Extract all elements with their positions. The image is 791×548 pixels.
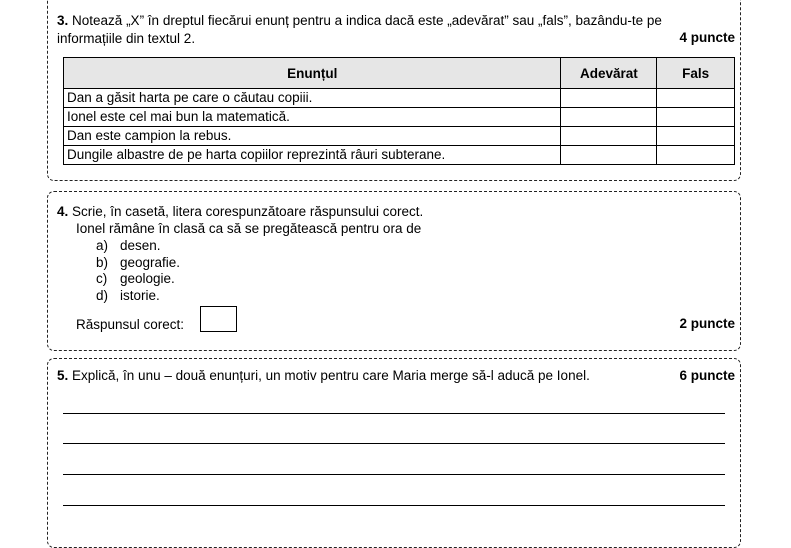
question-4-box <box>47 191 741 351</box>
fals-answer-cell[interactable] <box>657 108 735 127</box>
option-text: geologie. <box>120 271 175 286</box>
fals-answer-cell[interactable] <box>657 146 735 165</box>
option-d <box>96 288 160 304</box>
question-3-points: 4 puncte <box>679 30 735 45</box>
answer-input-box[interactable] <box>200 306 237 332</box>
question-4-instruction: Scrie, în casetă, litera corespunzătoare răspunsului corect. <box>72 204 424 219</box>
option-text: desen. <box>120 238 161 253</box>
writing-line[interactable] <box>63 474 725 475</box>
question-5-instruction: Explică, în unu – două enunțuri, un motiv pentru care Maria merge să-l aducă pe Ionel. <box>72 368 590 383</box>
question-4-instruction-line <box>57 203 735 220</box>
question-3-instruction: Notează „X” în dreptul fiecărui enunț pentru a indica dacă este „adevărat” sau „fals”, bazându-te pe <box>72 13 662 28</box>
option-letter: b) <box>96 255 109 270</box>
adevarat-answer-cell[interactable] <box>561 89 657 108</box>
table-row <box>64 89 735 108</box>
adevarat-answer-cell[interactable] <box>561 127 657 146</box>
table-row <box>64 146 735 165</box>
header-enuntul: Enunțul <box>64 58 561 89</box>
adevarat-answer-cell[interactable] <box>561 108 657 127</box>
adevarat-answer-cell[interactable] <box>561 146 657 165</box>
fals-answer-cell[interactable] <box>657 89 735 108</box>
question-3-text-line-1 <box>57 12 735 29</box>
option-letter: d) <box>96 288 109 303</box>
question-5-number: 5. <box>57 368 69 383</box>
statement-cell: Dan a găsit harta pe care o căutau copiii. <box>64 89 561 108</box>
question-5-box <box>47 358 741 548</box>
header-adevarat: Adevărat <box>561 58 657 89</box>
option-letter: a) <box>96 238 109 253</box>
table-row <box>64 127 735 146</box>
table-row <box>64 108 735 127</box>
option-b <box>96 255 180 271</box>
question-3-instruction-cont: informațiile din textul 2. <box>57 31 196 46</box>
fals-answer-cell[interactable] <box>657 127 735 146</box>
option-a <box>96 238 161 254</box>
question-4-points: 2 puncte <box>679 316 735 331</box>
writing-line[interactable] <box>63 443 725 444</box>
header-fals: Fals <box>657 58 735 89</box>
option-letter: c) <box>96 271 108 286</box>
true-false-table <box>63 57 735 165</box>
writing-line[interactable] <box>63 505 725 506</box>
statement-cell: Dungile albastre de pe harta copiilor reprezintă râuri subterane. <box>64 146 561 165</box>
table-header-row <box>64 58 735 89</box>
question-4-stem: Ionel rămâne în clasă ca să se pregătească pentru ora de <box>76 221 422 236</box>
question-5-points: 6 puncte <box>679 368 735 383</box>
option-c <box>96 271 175 287</box>
question-4-number: 4. <box>57 204 69 219</box>
question-3-box <box>47 0 741 181</box>
question-3-number: 3. <box>57 13 69 28</box>
statement-cell: Ionel este cel mai bun la matematică. <box>64 108 561 127</box>
question-5-line <box>57 367 735 384</box>
option-text: geografie. <box>120 255 181 270</box>
answer-label: Răspunsul corect: <box>76 317 185 332</box>
statement-cell: Dan este campion la rebus. <box>64 127 561 146</box>
question-3-text-line-2 <box>57 30 735 47</box>
option-text: istorie. <box>120 288 160 303</box>
writing-line[interactable] <box>63 413 725 414</box>
